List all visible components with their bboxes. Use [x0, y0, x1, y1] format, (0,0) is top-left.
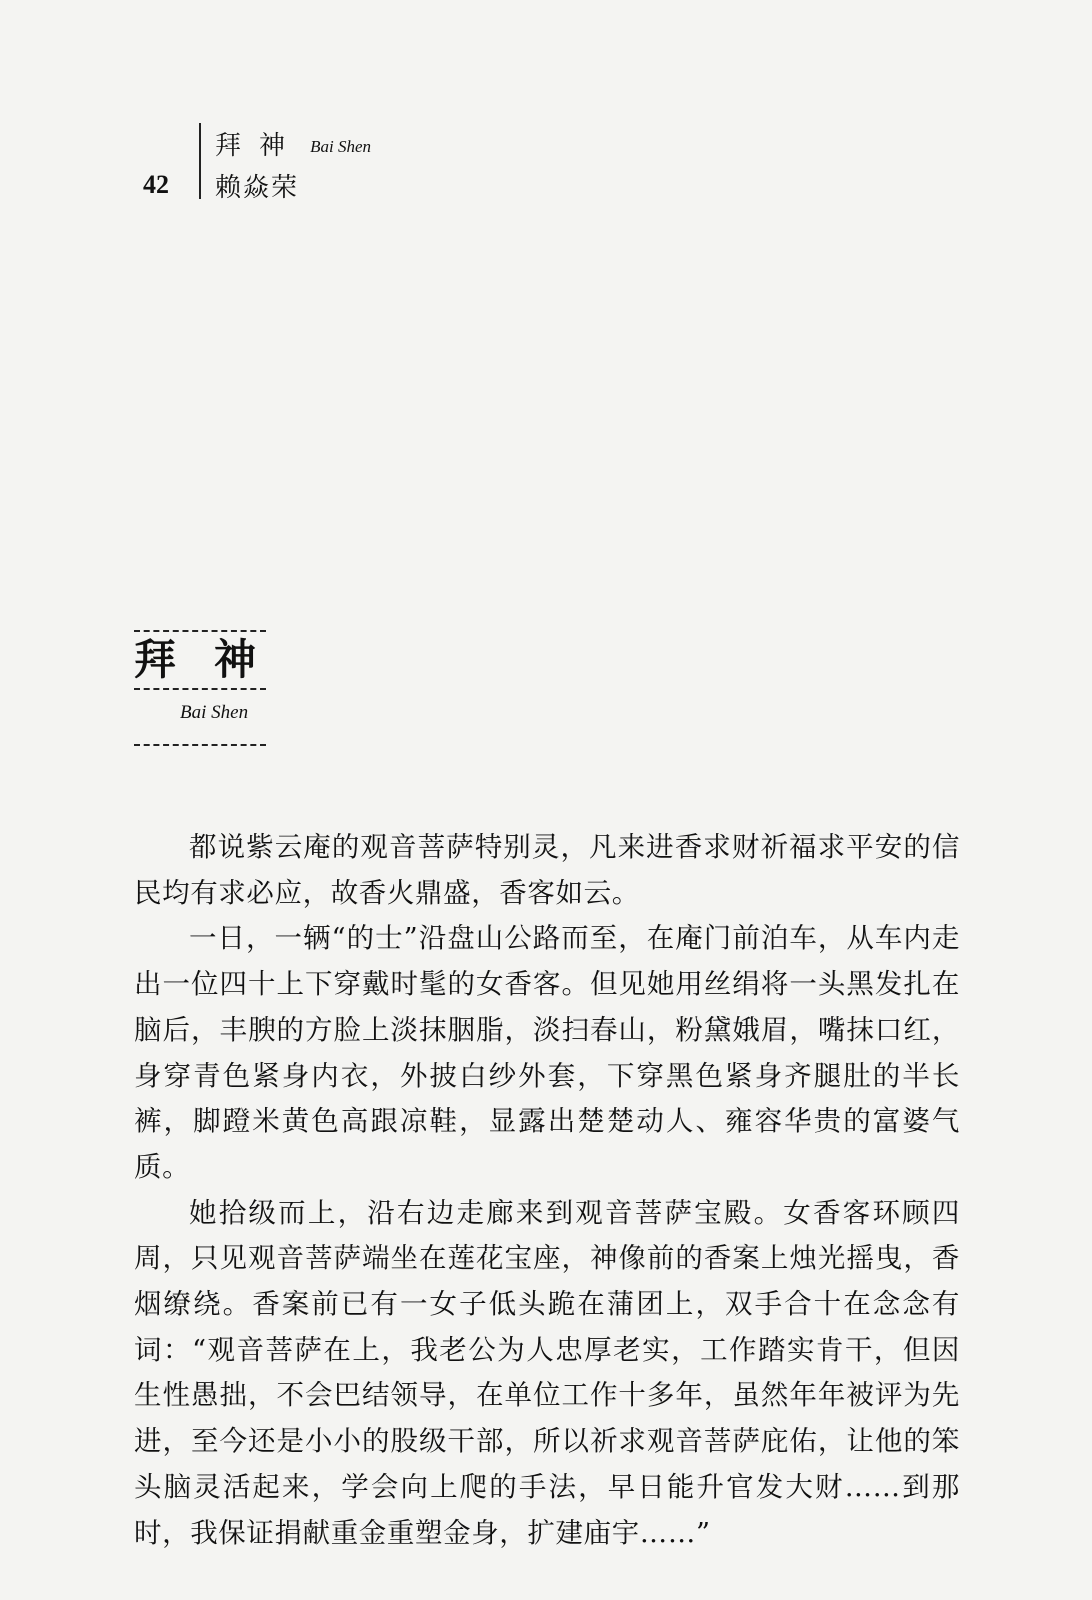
paragraph: 一日，一辆“的士”沿盘山公路而至，在庵门前泊车，从车内走出一位四十上下穿戴时髦的女香客。但见她用丝绢将一头黑发扎在脑后，丰腴的方脸上淡抹胭脂，淡扫春山，粉黛娥眉，嘴抹口红，身穿青色紧身内衣，外披白纱外套，下穿黑色紧身齐腿肚的半长裤，脚蹬米黄色高跟凉鞋，显露出楚楚动人、雍容华贵的富婆气质。: [134, 922, 960, 1183]
running-title-chinese: 拜神: [215, 131, 304, 161]
running-author: 赖焱荣: [215, 173, 300, 203]
paragraph: 都说紫云庵的观音菩萨特别灵，凡来进香求财祈福求平安的信民均有求必应，故香火鼎盛，香客如云。: [134, 831, 960, 909]
running-header: [140, 115, 540, 205]
page-number: 42: [143, 170, 169, 199]
title-bottom-dashed-rule: [134, 744, 266, 746]
story-body: [134, 825, 960, 1556]
header-divider: [199, 123, 201, 199]
story-subtitle: Bai Shen: [180, 702, 249, 723]
title-middle-dashed-rule: [134, 688, 266, 690]
story-title-block: [134, 630, 295, 745]
running-title-pinyin: Bai Shen: [310, 137, 372, 156]
title-top-dashed-rule: [134, 630, 266, 632]
story-title: 拜神: [134, 635, 295, 684]
paragraph: 她拾级而上，沿右边走廊来到观音菩萨宝殿。女香客环顾四周，只见观音菩萨端坐在莲花宝座，神像前的香案上烛光摇曳，香烟缭绕。香案前已有一女子低头跪在蒲团上，双手合十在念念有词：“观音菩萨在上，我老公为人忠厚老实，工作踏实肯干，但因生性愚拙，不会巴结领导，在单位工作十多年，虽然年年被评为先进，至今还是小小的股级干部，所以祈求观音菩萨庇佑，让他的笨头脑灵活起来，学会向上爬的手法，早日能升官发大财……到那时，我保证捐献重金重塑金身，扩建庙宇……”: [134, 1196, 960, 1549]
running-title: [215, 125, 371, 162]
